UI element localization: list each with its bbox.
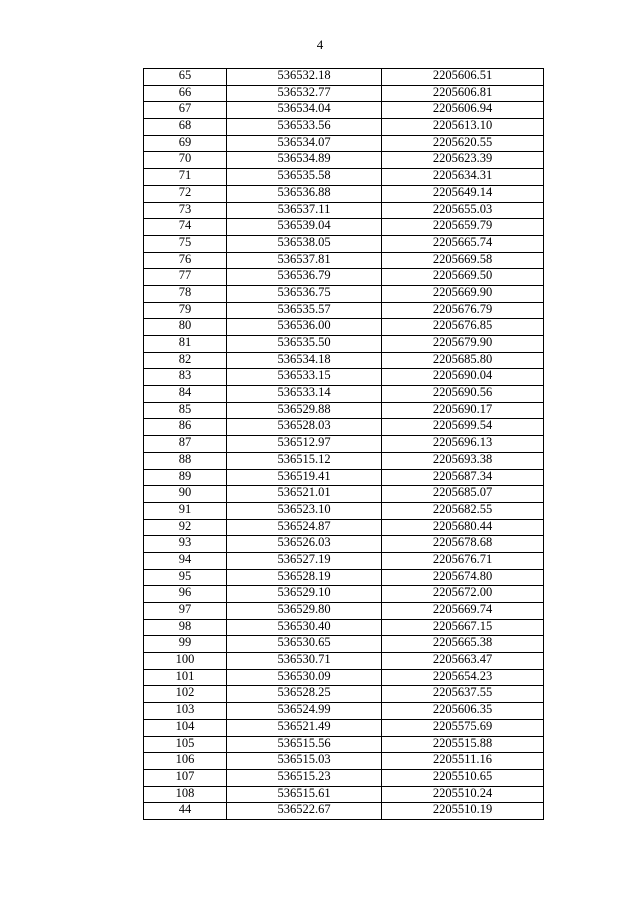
x-coordinate-cell: 536519.41 (227, 469, 382, 486)
coordinates-table-body (144, 69, 544, 820)
x-coordinate-cell: 536535.58 (227, 169, 382, 186)
x-coordinate-cell: 536515.61 (227, 786, 382, 803)
table-row (144, 536, 544, 553)
y-coordinate-cell: 2205649.14 (382, 185, 544, 202)
table-row (144, 719, 544, 736)
point-number-cell: 67 (144, 102, 227, 119)
point-number-cell: 73 (144, 202, 227, 219)
x-coordinate-cell: 536523.10 (227, 502, 382, 519)
point-number-cell: 76 (144, 252, 227, 269)
point-number-cell: 102 (144, 686, 227, 703)
point-number-cell: 104 (144, 719, 227, 736)
y-coordinate-cell: 2205669.74 (382, 603, 544, 620)
table-row (144, 786, 544, 803)
table-row (144, 502, 544, 519)
x-coordinate-cell: 536528.03 (227, 419, 382, 436)
point-number-cell: 77 (144, 269, 227, 286)
x-coordinate-cell: 536534.18 (227, 352, 382, 369)
table-row (144, 586, 544, 603)
x-coordinate-cell: 536534.07 (227, 135, 382, 152)
table-row (144, 269, 544, 286)
point-number-cell: 99 (144, 636, 227, 653)
table-row (144, 302, 544, 319)
y-coordinate-cell: 2205669.58 (382, 252, 544, 269)
point-number-cell: 80 (144, 319, 227, 336)
table-row (144, 202, 544, 219)
point-number-cell: 89 (144, 469, 227, 486)
table-row (144, 736, 544, 753)
x-coordinate-cell: 536533.56 (227, 119, 382, 136)
point-number-cell: 70 (144, 152, 227, 169)
point-number-cell: 103 (144, 703, 227, 720)
point-number-cell: 95 (144, 569, 227, 586)
point-number-cell: 72 (144, 185, 227, 202)
y-coordinate-cell: 2205606.51 (382, 69, 544, 86)
x-coordinate-cell: 536535.50 (227, 336, 382, 353)
y-coordinate-cell: 2205693.38 (382, 452, 544, 469)
point-number-cell: 68 (144, 119, 227, 136)
table-row (144, 119, 544, 136)
x-coordinate-cell: 536528.25 (227, 686, 382, 703)
y-coordinate-cell: 2205682.55 (382, 502, 544, 519)
y-coordinate-cell: 2205620.55 (382, 135, 544, 152)
table-row (144, 569, 544, 586)
x-coordinate-cell: 536537.81 (227, 252, 382, 269)
y-coordinate-cell: 2205606.81 (382, 85, 544, 102)
x-coordinate-cell: 536512.97 (227, 436, 382, 453)
table-row (144, 169, 544, 186)
y-coordinate-cell: 2205655.03 (382, 202, 544, 219)
table-row (144, 803, 544, 820)
y-coordinate-cell: 2205510.19 (382, 803, 544, 820)
x-coordinate-cell: 536530.40 (227, 619, 382, 636)
y-coordinate-cell: 2205676.79 (382, 302, 544, 319)
table-row (144, 285, 544, 302)
y-coordinate-cell: 2205672.00 (382, 586, 544, 603)
y-coordinate-cell: 2205663.47 (382, 653, 544, 670)
table-row (144, 102, 544, 119)
x-coordinate-cell: 536532.18 (227, 69, 382, 86)
y-coordinate-cell: 2205679.90 (382, 336, 544, 353)
x-coordinate-cell: 536536.79 (227, 269, 382, 286)
table-row (144, 653, 544, 670)
point-number-cell: 71 (144, 169, 227, 186)
x-coordinate-cell: 536532.77 (227, 85, 382, 102)
point-number-cell: 81 (144, 336, 227, 353)
table-row (144, 619, 544, 636)
y-coordinate-cell: 2205685.80 (382, 352, 544, 369)
x-coordinate-cell: 536521.49 (227, 719, 382, 736)
x-coordinate-cell: 536527.19 (227, 552, 382, 569)
x-coordinate-cell: 536536.75 (227, 285, 382, 302)
y-coordinate-cell: 2205510.65 (382, 769, 544, 786)
table-row (144, 452, 544, 469)
point-number-cell: 85 (144, 402, 227, 419)
point-number-cell: 79 (144, 302, 227, 319)
point-number-cell: 101 (144, 669, 227, 686)
point-number-cell: 105 (144, 736, 227, 753)
point-number-cell: 78 (144, 285, 227, 302)
point-number-cell: 75 (144, 235, 227, 252)
x-coordinate-cell: 536524.99 (227, 703, 382, 720)
y-coordinate-cell: 2205667.15 (382, 619, 544, 636)
point-number-cell: 88 (144, 452, 227, 469)
x-coordinate-cell: 536521.01 (227, 486, 382, 503)
coordinates-table (143, 68, 544, 820)
point-number-cell: 92 (144, 519, 227, 536)
y-coordinate-cell: 2205511.16 (382, 753, 544, 770)
y-coordinate-cell: 2205685.07 (382, 486, 544, 503)
x-coordinate-cell: 536530.71 (227, 653, 382, 670)
y-coordinate-cell: 2205690.04 (382, 369, 544, 386)
table-row (144, 753, 544, 770)
y-coordinate-cell: 2205665.74 (382, 235, 544, 252)
point-number-cell: 84 (144, 386, 227, 403)
table-row (144, 185, 544, 202)
point-number-cell: 74 (144, 219, 227, 236)
point-number-cell: 65 (144, 69, 227, 86)
table-row (144, 219, 544, 236)
x-coordinate-cell: 536534.89 (227, 152, 382, 169)
point-number-cell: 69 (144, 135, 227, 152)
table-row (144, 669, 544, 686)
x-coordinate-cell: 536529.10 (227, 586, 382, 603)
x-coordinate-cell: 536535.57 (227, 302, 382, 319)
point-number-cell: 98 (144, 619, 227, 636)
table-row (144, 369, 544, 386)
point-number-cell: 87 (144, 436, 227, 453)
table-row (144, 85, 544, 102)
y-coordinate-cell: 2205687.34 (382, 469, 544, 486)
point-number-cell: 82 (144, 352, 227, 369)
x-coordinate-cell: 536529.88 (227, 402, 382, 419)
table-row (144, 703, 544, 720)
y-coordinate-cell: 2205613.10 (382, 119, 544, 136)
y-coordinate-cell: 2205634.31 (382, 169, 544, 186)
x-coordinate-cell: 536515.03 (227, 753, 382, 770)
y-coordinate-cell: 2205669.50 (382, 269, 544, 286)
page-number: 4 (316, 37, 324, 52)
x-coordinate-cell: 536515.23 (227, 769, 382, 786)
x-coordinate-cell: 536538.05 (227, 235, 382, 252)
x-coordinate-cell: 536536.00 (227, 319, 382, 336)
y-coordinate-cell: 2205678.68 (382, 536, 544, 553)
y-coordinate-cell: 2205676.71 (382, 552, 544, 569)
x-coordinate-cell: 536515.12 (227, 452, 382, 469)
point-number-cell: 106 (144, 753, 227, 770)
table-row (144, 469, 544, 486)
point-number-cell: 91 (144, 502, 227, 519)
point-number-cell: 83 (144, 369, 227, 386)
x-coordinate-cell: 536515.56 (227, 736, 382, 753)
table-row (144, 486, 544, 503)
point-number-cell: 86 (144, 419, 227, 436)
y-coordinate-cell: 2205690.17 (382, 402, 544, 419)
point-number-cell: 107 (144, 769, 227, 786)
y-coordinate-cell: 2205680.44 (382, 519, 544, 536)
x-coordinate-cell: 536533.14 (227, 386, 382, 403)
table-row (144, 319, 544, 336)
table-row (144, 419, 544, 436)
x-coordinate-cell: 536530.65 (227, 636, 382, 653)
y-coordinate-cell: 2205696.13 (382, 436, 544, 453)
y-coordinate-cell: 2205606.35 (382, 703, 544, 720)
y-coordinate-cell: 2205575.69 (382, 719, 544, 736)
x-coordinate-cell: 536536.88 (227, 185, 382, 202)
table-row (144, 636, 544, 653)
x-coordinate-cell: 536539.04 (227, 219, 382, 236)
y-coordinate-cell: 2205606.94 (382, 102, 544, 119)
table-row (144, 336, 544, 353)
point-number-cell: 100 (144, 653, 227, 670)
table-row (144, 769, 544, 786)
point-number-cell: 44 (144, 803, 227, 820)
table-row (144, 552, 544, 569)
y-coordinate-cell: 2205623.39 (382, 152, 544, 169)
table-row (144, 436, 544, 453)
point-number-cell: 66 (144, 85, 227, 102)
y-coordinate-cell: 2205690.56 (382, 386, 544, 403)
table-row (144, 686, 544, 703)
x-coordinate-cell: 536526.03 (227, 536, 382, 553)
x-coordinate-cell: 536524.87 (227, 519, 382, 536)
y-coordinate-cell: 2205637.55 (382, 686, 544, 703)
y-coordinate-cell: 2205515.88 (382, 736, 544, 753)
point-number-cell: 108 (144, 786, 227, 803)
x-coordinate-cell: 536529.80 (227, 603, 382, 620)
table-row (144, 352, 544, 369)
table-row (144, 519, 544, 536)
x-coordinate-cell: 536530.09 (227, 669, 382, 686)
point-number-cell: 97 (144, 603, 227, 620)
table-row (144, 69, 544, 86)
y-coordinate-cell: 2205510.24 (382, 786, 544, 803)
y-coordinate-cell: 2205676.85 (382, 319, 544, 336)
x-coordinate-cell: 536528.19 (227, 569, 382, 586)
y-coordinate-cell: 2205669.90 (382, 285, 544, 302)
x-coordinate-cell: 536533.15 (227, 369, 382, 386)
table-row (144, 235, 544, 252)
x-coordinate-cell: 536537.11 (227, 202, 382, 219)
y-coordinate-cell: 2205674.80 (382, 569, 544, 586)
table-row (144, 603, 544, 620)
table-row (144, 135, 544, 152)
point-number-cell: 96 (144, 586, 227, 603)
table-row (144, 402, 544, 419)
y-coordinate-cell: 2205665.38 (382, 636, 544, 653)
table-row (144, 252, 544, 269)
y-coordinate-cell: 2205699.54 (382, 419, 544, 436)
table-row (144, 386, 544, 403)
point-number-cell: 94 (144, 552, 227, 569)
table-row (144, 152, 544, 169)
point-number-cell: 90 (144, 486, 227, 503)
y-coordinate-cell: 2205659.79 (382, 219, 544, 236)
point-number-cell: 93 (144, 536, 227, 553)
x-coordinate-cell: 536534.04 (227, 102, 382, 119)
x-coordinate-cell: 536522.67 (227, 803, 382, 820)
y-coordinate-cell: 2205654.23 (382, 669, 544, 686)
